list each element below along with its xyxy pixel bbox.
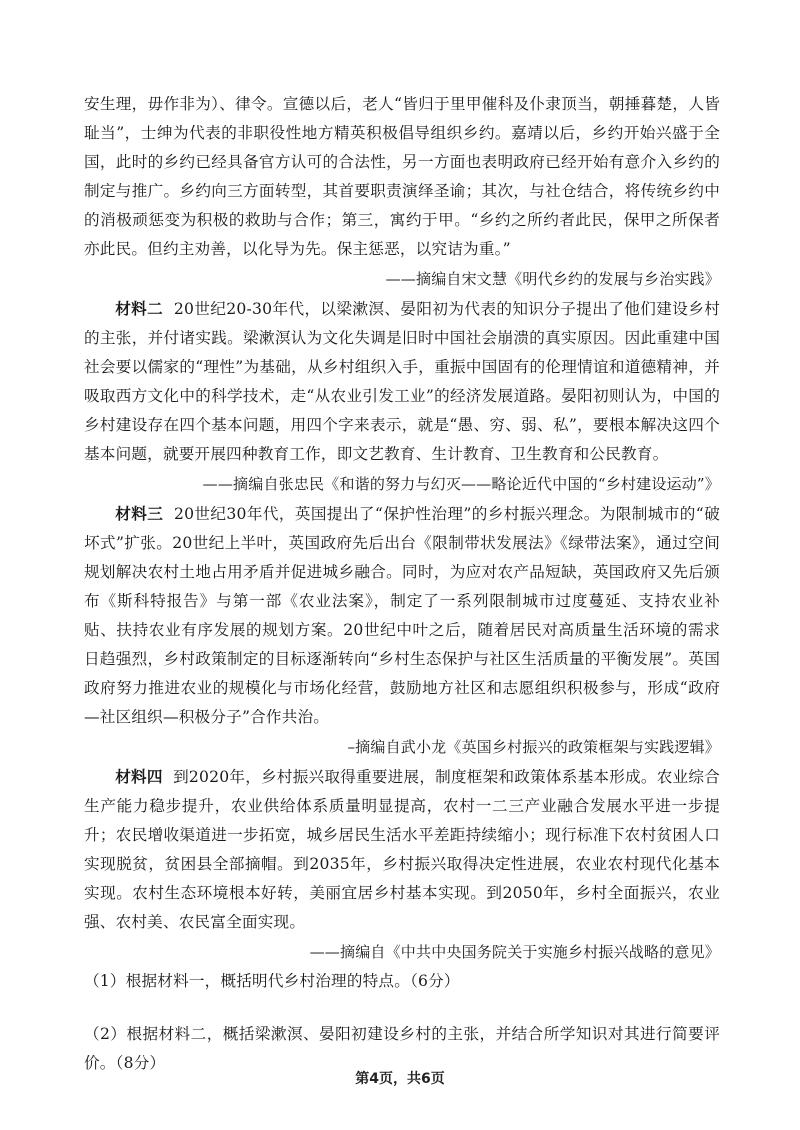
material4-source: ——摘编自《中共中央国务院关于实施乡村振兴战略的意见》 bbox=[309, 943, 720, 961]
question-2: （2）根据材料二，概括梁漱溟、晏阳初建设乡村的主张，并结合所学知识对其进行简要评价。（8分） bbox=[84, 1025, 720, 1072]
material4-text: 到2020年，乡村振兴取得重要进展，制度框架和政策体系基本形成。农业综合生产能力稳步提升，农业供给体系质量明显提高，农村一二三产业融合发展水平进一步提升；农民增收渠道进一步拓宽，城乡居民生活水平差距持续缩小；现行标准下农村贫困人口实现脱贫，贫困县全部摘帽。到2035年，乡村振兴取得决定性进展，农业农村现代化基本实现。农村生态环境根本好转，美丽宜居乡村基本实现。到2050年，乡村全面振兴，农业强、农村美、农民富全面实现。 bbox=[84, 768, 720, 931]
material1-paragraph: 安生理，毋作非为）、律令。宣德以后，老人“皆归于里甲催科及仆隶顶当，朝捶暮楚，人皆耻当”，士绅为代表的非职役性地方精英积极倡导组织乡约。嘉靖以后，乡约开始兴盛于全国，此时的乡约已经具备官方认可的合法性，另一方面也表明政府已经开始有意介入乡约的制定与推广。乡约向三方面转型，其首要职责演绎圣谕；其次，与社仓结合，将传统乡约中的消极顽惩变为积极的救助与合作；第三，寓约于甲。“乡约之所约者此民，保甲之所保者亦此民。但约主劝善，以化导为先。保主惩恶，以究诘为重。” bbox=[84, 95, 720, 258]
material3-text: 20世纪30年代，英国提出了“保护性治理”的乡村振兴理念。为限制城市的“破坏式”扩张。20世纪上半叶，英国政府先后出台《限制带状发展法》《绿带法案》，通过空间规划解决农村土地占用矛盾并促进城乡融合。同时，为应对农产品短缺，英国政府又先后颁布《斯科特报告》与第一部《农业法案》，制定了一系列限制城市过度蔓延、支持农业补贴、扶持农业有序发展的规划方案。20世纪中叶之后，随着居民对高质量生活环境的需求日趋强烈，乡村政策制定的目标逐渐转向“乡村生态保护与社区生活质量的平衡发展”。英国政府努力推进农业的规模化与市场化经营，鼓励地方社区和志愿组织积极参与，形成“政府—社区组织—积极分子”合作共治。 bbox=[84, 505, 720, 726]
material3-source: –摘编自武小龙《英国乡村振兴的政策框架与实践逻辑》 bbox=[347, 738, 720, 756]
question-1: （1）根据材料一，概括明代乡村治理的特点。（6分） bbox=[84, 972, 460, 990]
material4-label: 材料四 bbox=[115, 767, 163, 786]
material1-source: ——摘编自宋文慧《明代乡约的发展与乡治实践》 bbox=[385, 270, 720, 288]
document-page bbox=[84, 90, 720, 1078]
page-number: 第4页，共6页 bbox=[355, 1071, 445, 1087]
material2-paragraph bbox=[84, 294, 720, 469]
material3-label: 材料三 bbox=[115, 504, 164, 523]
material4-paragraph bbox=[84, 762, 720, 937]
material3-paragraph bbox=[84, 499, 720, 732]
material2-text: 20世纪20-30年代，以梁漱溟、晏阳初为代表的知识分子提出了他们建设乡村的主张，并付诸实践。梁漱溟认为文化失调是旧时中国社会崩溃的真实原因。因此重建中国社会要以儒家的“理性”为基础，从乡村组织入手，重振中国固有的伦理情谊和道德精神，并吸取西方文化中的科学技术，走“从农业引发工业”的经济发展道路。晏阳初则认为，中国的乡村建设存在四个基本问题，用四个字来表示，就是“愚、穷、弱、私”，要根本解决这四个基本问题，就要开展四种教育工作，即文艺教育、生计教育、卫生教育和公民教育。 bbox=[84, 300, 720, 463]
material2-label: 材料二 bbox=[115, 299, 164, 318]
material2-source: ——摘编自张忠民《和谐的努力与幻灭——略论近代中国的“乡村建设运动”》 bbox=[202, 475, 720, 493]
